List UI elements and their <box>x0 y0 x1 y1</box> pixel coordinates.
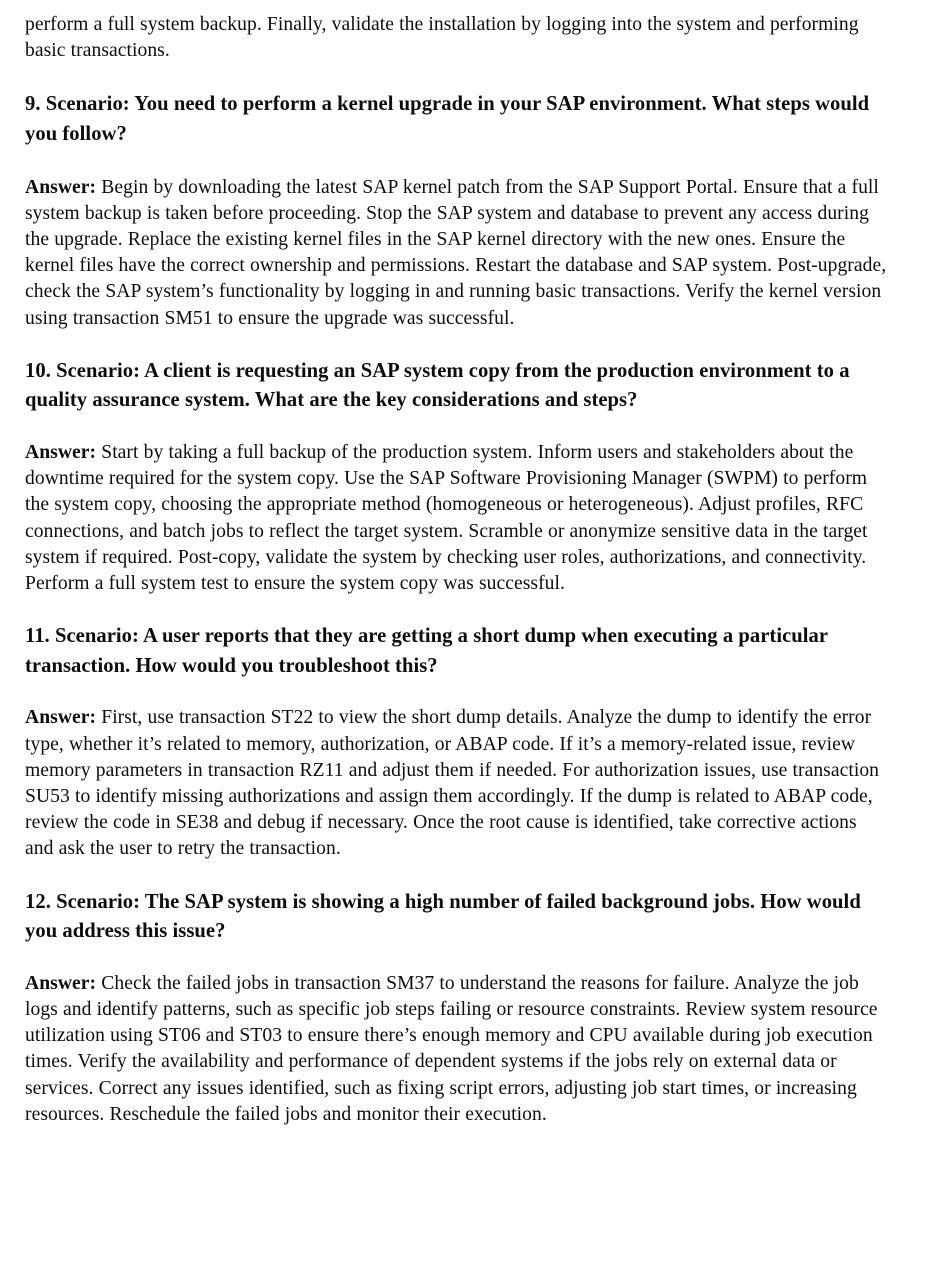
answer-label: Answer: <box>25 707 97 729</box>
answer-text: Begin by downloading the latest SAP kernel patch from the SAP Support Portal. Ensure that a full system backup is taken before proceeding. Stop the SAP system and database to prevent any access during the upgrade. Replace the existing kernel files in the SAP kernel directory with the new ones. Ensure the kernel files have the correct ownership and permissions. Restart the database and SAP system. Post-upgrade, check the SAP system’s functionality by logging in and running basic transactions. Verify the kernel version using transaction SM51 to ensure the upgrade was successful. <box>25 176 887 329</box>
spacer <box>25 64 890 90</box>
spacer <box>25 332 890 357</box>
spacer <box>25 681 890 705</box>
spacer <box>25 416 890 440</box>
section-heading-11: 11. Scenario: A user reports that they are getting a short dump when executing a particular transaction. How would you troubleshoot this? <box>25 625 828 677</box>
section-answer-9 <box>25 175 890 332</box>
spacer <box>25 947 890 971</box>
spacer <box>25 863 890 888</box>
spacer <box>25 150 890 175</box>
answer-text: Check the failed jobs in transaction SM37 to understand the reasons for failure. Analyze the job logs and identify patterns, such as specific job steps failing or resource constraints. Review system resource utilization using ST06 and ST03 to ensure there’s enough memory and CPU available during job execution times. Verify the availability and performance of dependent systems if the jobs rely on external data or services. Correct any issues identified, such as fixing script errors, adjusting job start times, or increasing resources. Reschedule the failed jobs and monitor their execution. <box>25 972 878 1125</box>
spacer <box>25 597 890 622</box>
section-heading-12: 12. Scenario: The SAP system is showing a high number of failed background jobs. How would you address this issue? <box>25 890 861 943</box>
answer-text: Start by taking a full backup of the production system. Inform users and stakeholders about the downtime required for the system copy. Use the SAP Software Provisioning Manager (SWPM) to perform the system copy, choosing the appropriate method (homogeneous or heterogeneous). Adjust profiles, RFC connections, and batch jobs to reflect the target system. Scramble or anonymize sensitive data in the target system if required. Post-copy, validate the system by checking user roles, authorizations, and connectivity. Perform a full system test to ensure the system copy was successful. <box>25 442 868 595</box>
intro-paragraph: perform a full system backup. Finally, validate the installation by logging into the system and performing basic transactions. <box>25 14 859 62</box>
section-heading-9: 9. Scenario: You need to perform a kernel upgrade in your SAP environment. What steps would you follow? <box>25 93 870 145</box>
answer-label: Answer: <box>25 176 97 198</box>
section-heading-10: 10. Scenario: A client is requesting an SAP system copy from the production environment to a quality assurance system. What are the key considerations and steps? <box>25 359 850 412</box>
answer-label: Answer: <box>25 972 97 994</box>
answer-text: First, use transaction ST22 to view the short dump details. Analyze the dump to identify the error type, whether it’s related to memory, authorization, or ABAP code. If it’s a memory-related issue, review memory parameters in transaction RZ11 and adjust them if needed. For authorization issues, use transaction SU53 to identify missing authorizations and assign them accordingly. If the dump is related to ABAP code, review the code in SE38 and debug if necessary. Once the root cause is identified, take corrective actions and ask the user to retry the transaction. <box>25 707 880 860</box>
answer-label: Answer: <box>25 442 97 463</box>
section-answer-10 <box>25 440 890 597</box>
section-answer-11 <box>25 705 890 862</box>
section-answer-12 <box>25 971 890 1128</box>
